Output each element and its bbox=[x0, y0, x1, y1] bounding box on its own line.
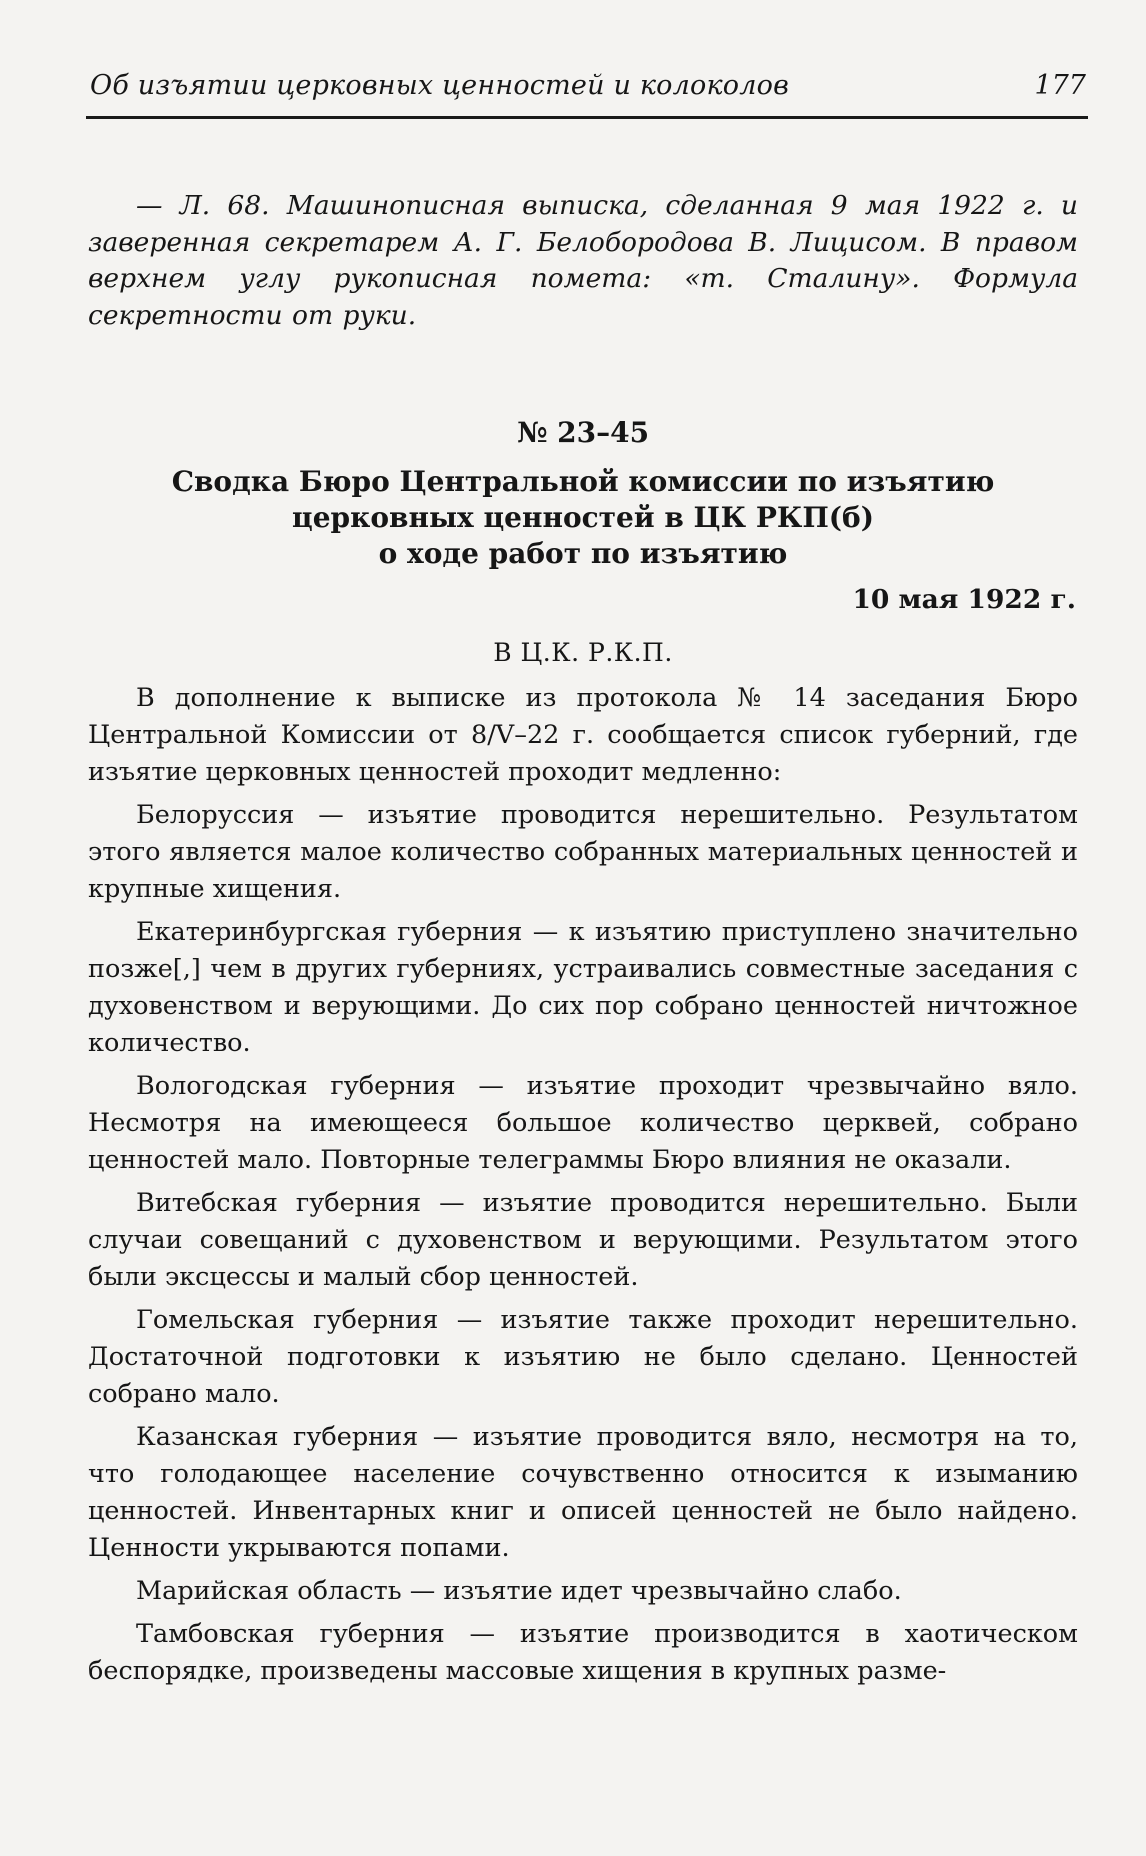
paragraph-vologda: Вологодская губерния — изъятие проходит чрезвычайно вяло. Несмотря на имеющееся большое количество церквей, собрано ценностей мало. Повторные телеграммы Бюро влияния не оказали. bbox=[88, 1071, 1078, 1175]
archival-source-note: — Л. 68. Машинописная выписка, сделанная 9 мая 1922 г. и заверенная секретарем А. Г. Белобородова В. Лицисом. В правом верхнем углу рукописная помета: «т. Сталину». Формула секретности от руки. bbox=[88, 190, 1078, 331]
paragraph-gomel: Гомельская губерния — изъятие также проходит нерешительно. Достаточной подготовки к изъятию не было сделано. Ценностей собрано мало. bbox=[88, 1305, 1078, 1409]
running-title: Об изъятии церковных ценностей и колоколов bbox=[90, 70, 789, 101]
paragraph-tambov: Тамбовская губерния — изъятие производится в хаотическом беспорядке, произведены массовые хищения в крупных разме- bbox=[88, 1619, 1078, 1686]
page-number: 177 bbox=[1034, 70, 1086, 101]
document-title-line: Сводка Бюро Центральной комиссии по изъятию bbox=[171, 465, 995, 498]
paragraph-belorussia: Белоруссия — изъятие проводится нерешительно. Результатом этого является малое количество собранных материальных ценностей и крупные хищения. bbox=[88, 800, 1078, 904]
paragraph-intro: В дополнение к выписке из протокола № 14 заседания Бюро Центральной Комиссии от 8/V–22 г. сообщается список губерний, где изъятие церковных ценностей проходит медленно: bbox=[88, 683, 1078, 787]
document-number: № 23–45 bbox=[516, 416, 650, 449]
document-title-line: церковных ценностей в ЦК РКП(б) bbox=[292, 501, 874, 534]
paragraph-ekaterinburg: Екатеринбургская губерния — к изъятию приступлено значительно позже[,] чем в других губерниях, устраивались совместные заседания с духовенством и верующими. До сих пор собрано ценностей ничтожное количество. bbox=[88, 917, 1078, 1058]
paragraph-vitebsk: Витебская губерния — изъятие проводится нерешительно. Были случаи совещаний с духовенством и верующими. Результатом этого были эксцессы и малый сбор ценностей. bbox=[88, 1188, 1078, 1292]
document-title-line: о ходе работ по изъятию bbox=[378, 537, 788, 570]
paragraph-mari: Марийская область — изъятие идет чрезвычайно слабо. bbox=[136, 1576, 902, 1606]
document-date: 10 мая 1922 г. bbox=[852, 584, 1076, 615]
document-addressee: В Ц.К. Р.К.П. bbox=[493, 638, 673, 667]
document-title bbox=[88, 464, 1078, 572]
paragraph-kazan: Казанская губерния — изъятие проводится вяло, несмотря на то, что голодающее население сочувственно относится к изыманию ценностей. Инвентарных книг и описей ценностей не было найдено. Ценности укрываются попами. bbox=[88, 1422, 1078, 1563]
running-header bbox=[86, 66, 1088, 119]
text-block bbox=[88, 188, 1078, 1690]
